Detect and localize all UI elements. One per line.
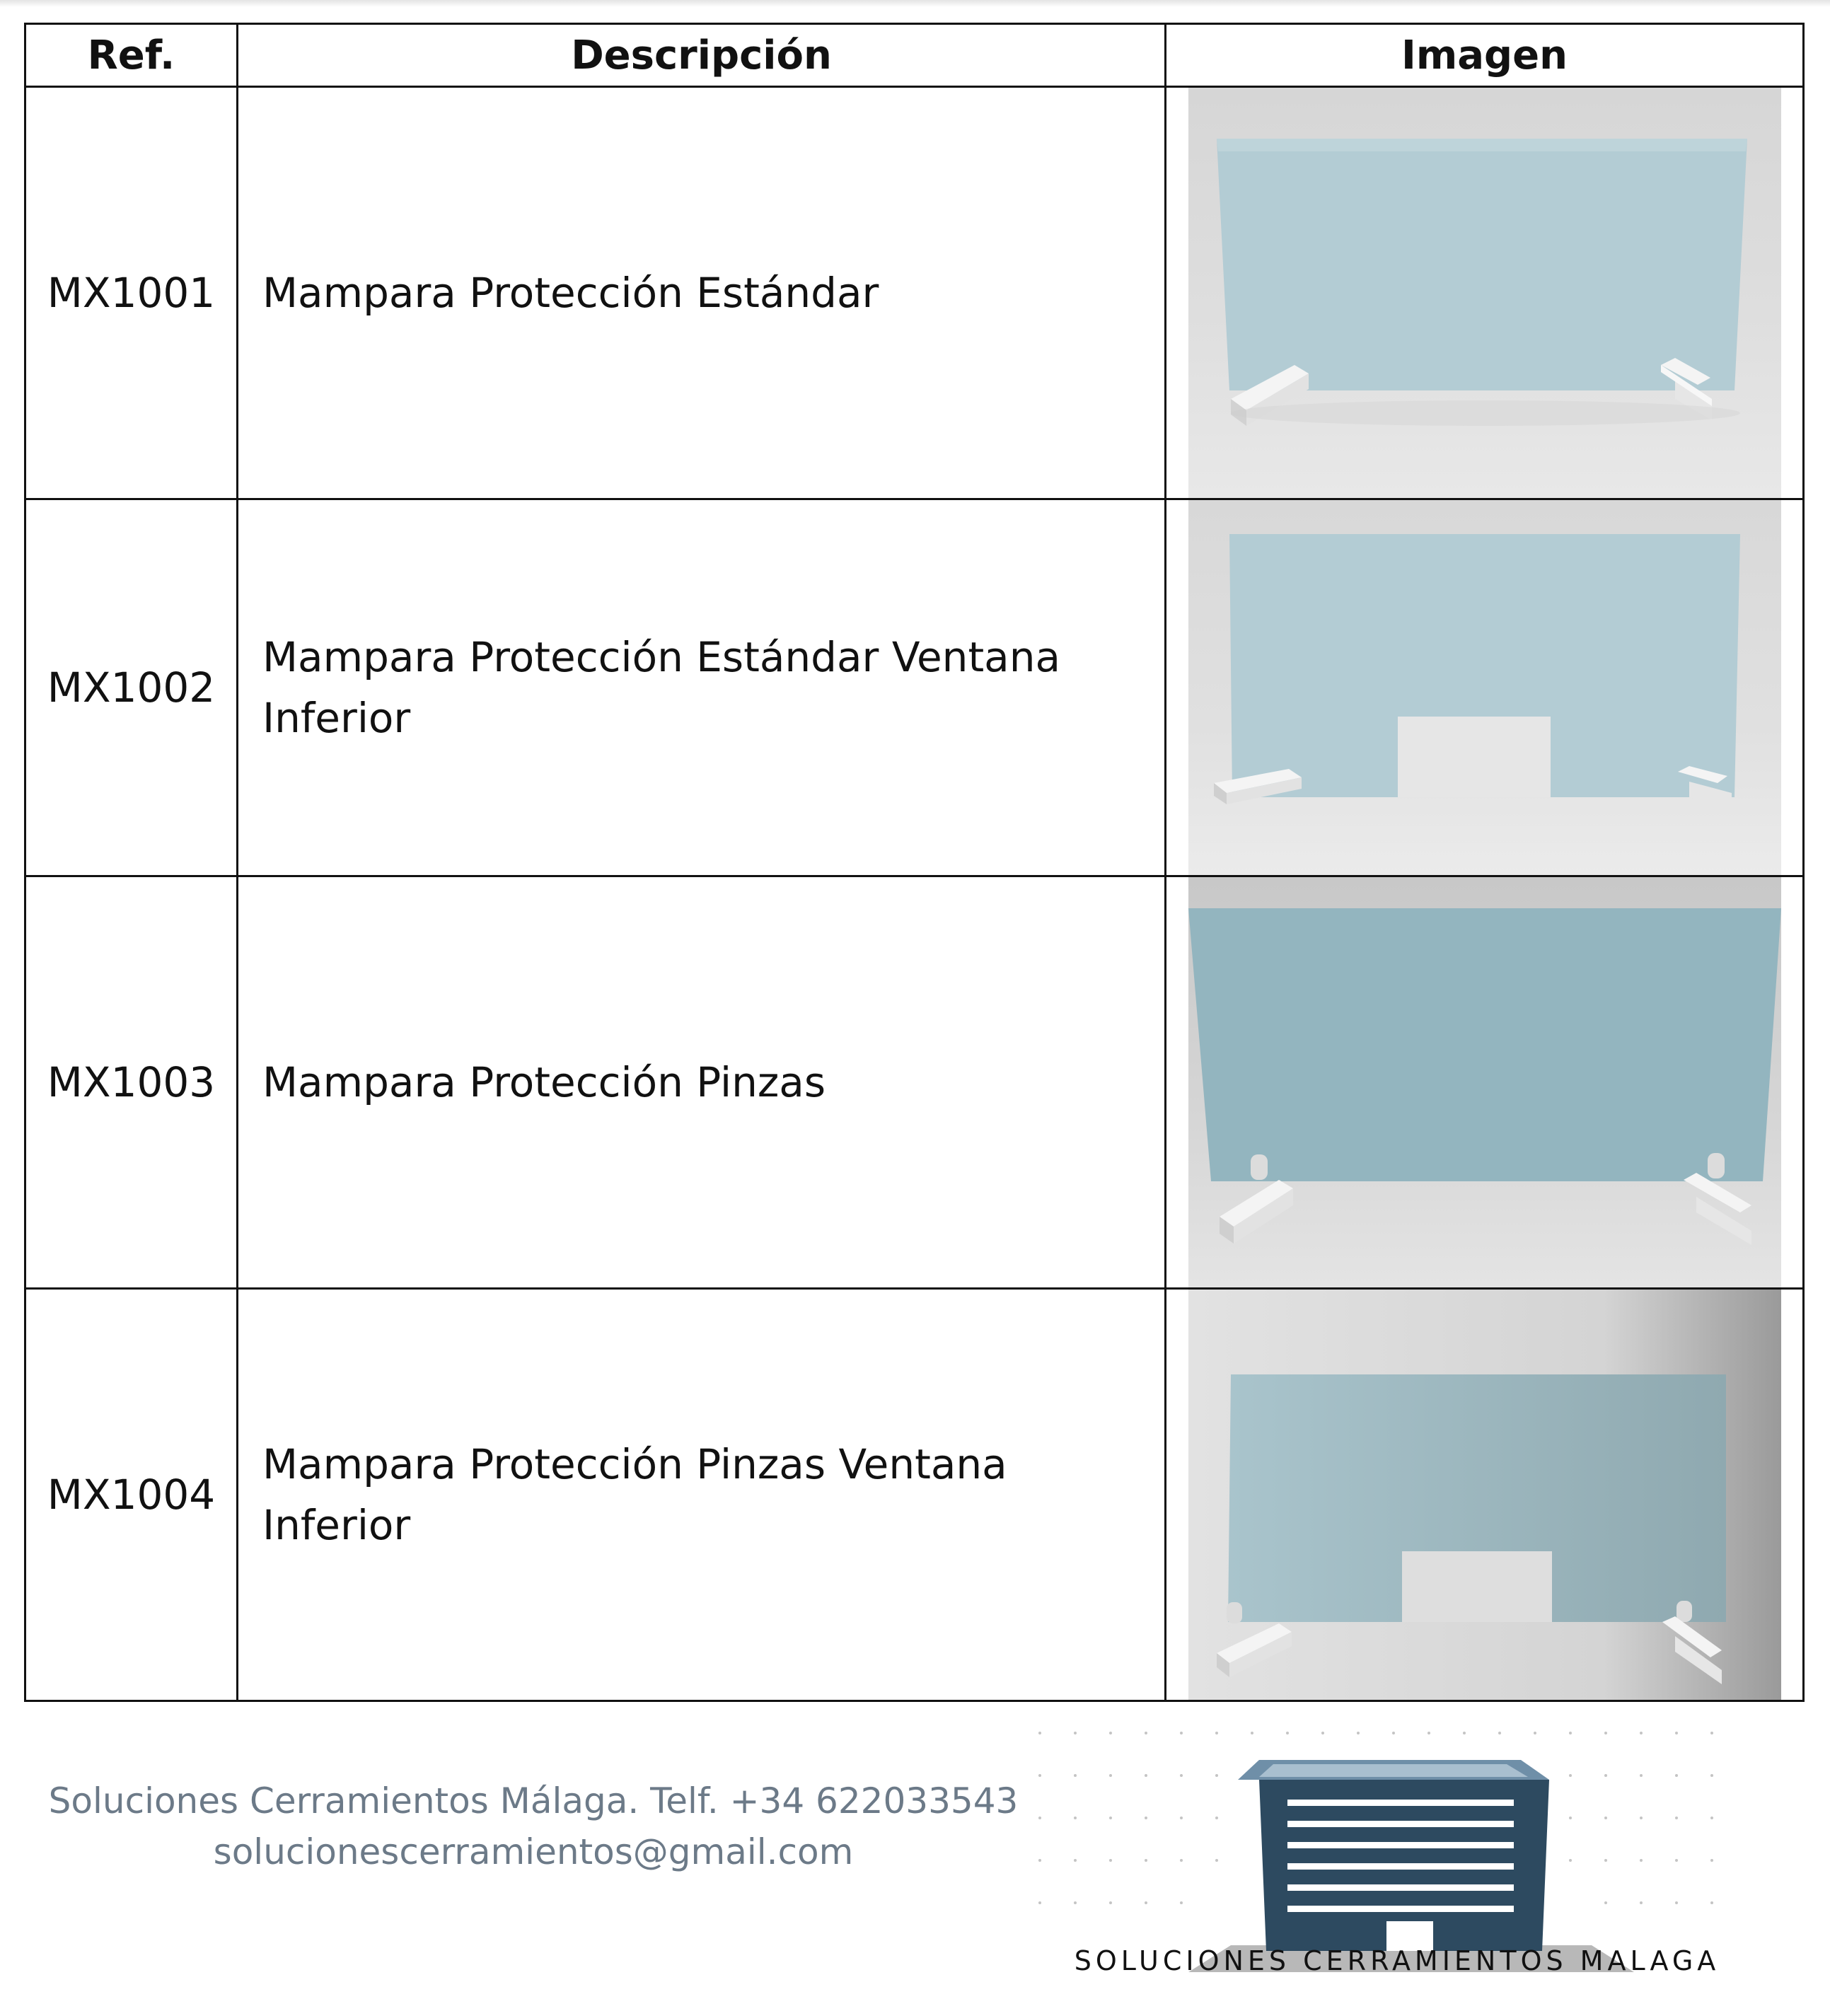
logo-text: SOLUCIONES CERRAMIENTOS MALAGA <box>1074 1945 1720 1976</box>
page-top-edge <box>0 0 1830 7</box>
header-ref: Ref. <box>25 24 238 87</box>
product-table <box>24 23 1805 1702</box>
table-row <box>25 87 1804 499</box>
standard-screen-window-render-icon <box>1188 500 1781 875</box>
description-cell: Mampara Protección Estándar Ventana Inferior <box>238 499 1166 876</box>
image-cell <box>1166 876 1804 1289</box>
table-row <box>25 876 1804 1289</box>
image-cell <box>1166 1289 1804 1701</box>
clamp-screen-window-render-icon <box>1188 1290 1781 1700</box>
table-header-row <box>25 24 1804 87</box>
footer-contact <box>24 1775 1043 1877</box>
email-text: solucionescerramientos@gmail.com <box>213 1831 854 1872</box>
table-row <box>25 499 1804 876</box>
contact-line: Soluciones Cerramientos Málaga. Telf. +34 622033543 <box>48 1780 1019 1821</box>
clamp-screen-render-icon <box>1188 877 1781 1287</box>
image-cell <box>1166 499 1804 876</box>
header-description: Descripción <box>238 24 1166 87</box>
ref-cell: MX1004 <box>25 1289 238 1701</box>
ref-cell: MX1001 <box>25 87 238 499</box>
ref-cell: MX1002 <box>25 499 238 876</box>
table-row <box>25 1289 1804 1701</box>
description-cell: Mampara Protección Estándar <box>238 87 1166 499</box>
image-cell <box>1166 87 1804 499</box>
header-image: Imagen <box>1166 24 1804 87</box>
description-cell: Mampara Protección Pinzas Ventana Inferior <box>238 1289 1166 1701</box>
standard-screen-render-icon <box>1188 88 1781 498</box>
ref-cell: MX1003 <box>25 876 238 1289</box>
description-cell: Mampara Protección Pinzas <box>238 876 1166 1289</box>
